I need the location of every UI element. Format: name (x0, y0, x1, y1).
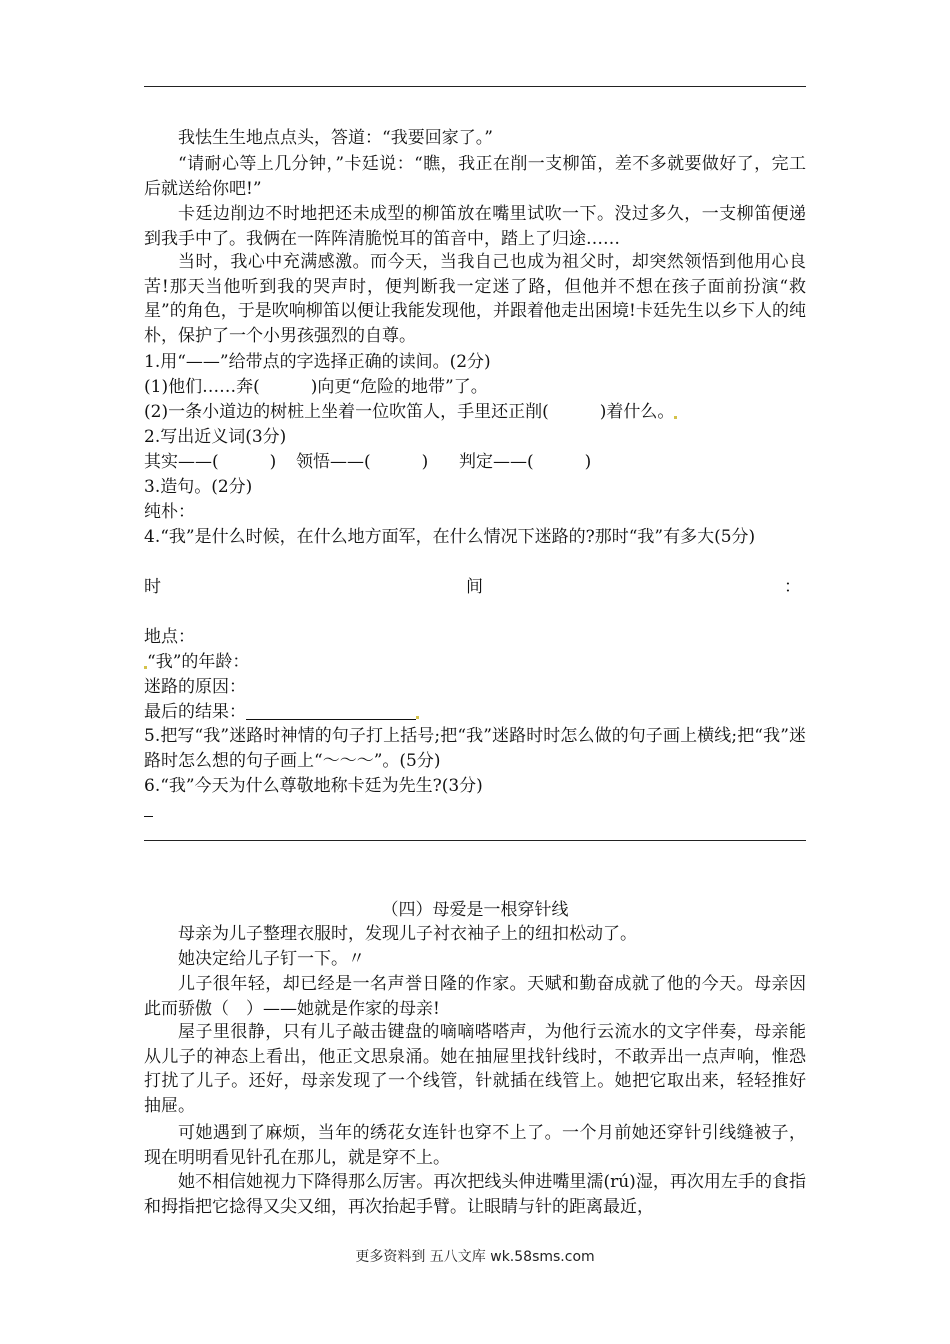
marker-dot (674, 416, 677, 419)
question-4-age (144, 650, 806, 675)
question-1b (144, 400, 806, 425)
section-rule (144, 840, 806, 841)
story3-paragraph-4: 当时，我心中充满感激。而今天，当我自己也成为祖父时，却突然领悟到他用心良苦!那天当他听到我的哭声时，便判断我一定迷了路，但他并不想在孩子面前扮演“救星”的角色，于是吹响柳笛以便让我能发现他，并跟着他走出困境!卡廷先生以乡下人的纯朴，保护了一个小男孩强烈的自尊。 (144, 252, 806, 346)
question-4-result-text: 最后的结果： (144, 702, 246, 722)
synonym-shiji: 其实——( ) (144, 452, 277, 472)
time-label-2: 间 (466, 577, 483, 597)
story4-paragraph-5: 可她遇到了麻烦，当年的绣花女连针也穿不上了。一个月前她还穿针引线缝被子，现在明明看见针孔在那儿，就是穿不上。 (144, 1123, 806, 1168)
synonym-panding: 判定——( ) (459, 452, 592, 472)
question-5: 5.把写“我”迷路时神情的句子打上括号;把“我”迷路时时怎么做的句子画上横线;把“我”迷路时怎么想的句子画上“～～～”。(5分) (144, 726, 806, 771)
story4-paragraph-6: 她不相信她视力下降得那么厉害。再次把线头伸进嘴里濡(rú)湿，再次用左手的食指和拇指把它捻得又尖又细，再次抬起手臂。让眼睛与针的距离最近， (144, 1172, 806, 1217)
answer-blank[interactable] (246, 702, 416, 720)
question-4-reason: 迷路的原因： (144, 677, 246, 697)
question-1: 1.用“——”给带点的字选择正确的读间。(2分) (144, 352, 491, 372)
question-2: 2.写出近义词(3分) (144, 427, 287, 447)
story4-title: （四）母爱是一根穿针线 (381, 900, 569, 920)
question-1b-text: (2)一条小道边的树桩上坐着一位吹笛人，手里还正削( )着什么。 (144, 402, 675, 422)
question-4: 4.“我”是什么时候，在什么地方面军，在什么情况下迷路的?那时“我”有多大(5分) (144, 527, 756, 547)
question-3: 3.造句。(2分) (144, 477, 253, 497)
question-4-result (144, 700, 806, 725)
time-label-colon: ： (784, 577, 801, 597)
story4-paragraph-3: 儿子很年轻，却已经是一名声誉日隆的作家。天赋和勤奋成就了他的今天。母亲因此而骄傲（ ）——她就是作家的母亲! (144, 974, 806, 1019)
time-label-1: 时 (144, 577, 161, 597)
story3-paragraph-3: 卡廷边削边不时地把还未成型的柳笛放在嘴里试吹一下。没过多久，一支柳笛便递到我手中了。我俩在一阵阵清脆悦耳的笛音中，踏上了归途…… (144, 204, 806, 249)
question-4-place: 地点： (144, 627, 195, 647)
question-6: 6.“我”今天为什么尊敬地称卡廷为先生?(3分) (144, 776, 483, 796)
story4-paragraph-4: 屋子里很静，只有儿子敲击键盘的嘀嘀嗒嗒声，为他行云流水的文字伴奏，母亲能从儿子的神态上看出，他正文思泉涌。她在抽屉里找针线时，不敢弄出一点声响，惟恐打扰了儿子。还好，母亲发现了一个线管，针就插在线管上。她把它取出来，轻轻推好抽屉。 (144, 1022, 806, 1116)
question-3-answer: 纯朴： (144, 502, 195, 522)
story4-paragraph-1: 母亲为儿子整理衣服时，发现儿子衬衣袖子上的纽扣松动了。 (178, 924, 637, 944)
question-4-age-text: “我”的年龄： (147, 652, 250, 672)
story3-paragraph-1: 我怯生生地点点头，答道：“我要回家了。” (178, 128, 493, 148)
question-1a: (1)他们……奔( )向更“危险的地带”了。 (144, 377, 488, 397)
story3-paragraph-2: “请耐心等上几分钟，”卡廷说：“瞧，我正在削一支柳笛，差不多就要做好了，完工后就送给你吧!” (144, 154, 806, 199)
top-rule (144, 86, 806, 87)
answer-dash (144, 816, 153, 817)
marker-dot (416, 716, 419, 719)
synonym-lingwu: 领悟——( ) (296, 452, 429, 472)
footer-source: 更多资料到 五八文库 wk.58sms.com (355, 1249, 595, 1265)
story4-paragraph-2: 她决定给儿子钉一下。〃 (178, 949, 365, 969)
